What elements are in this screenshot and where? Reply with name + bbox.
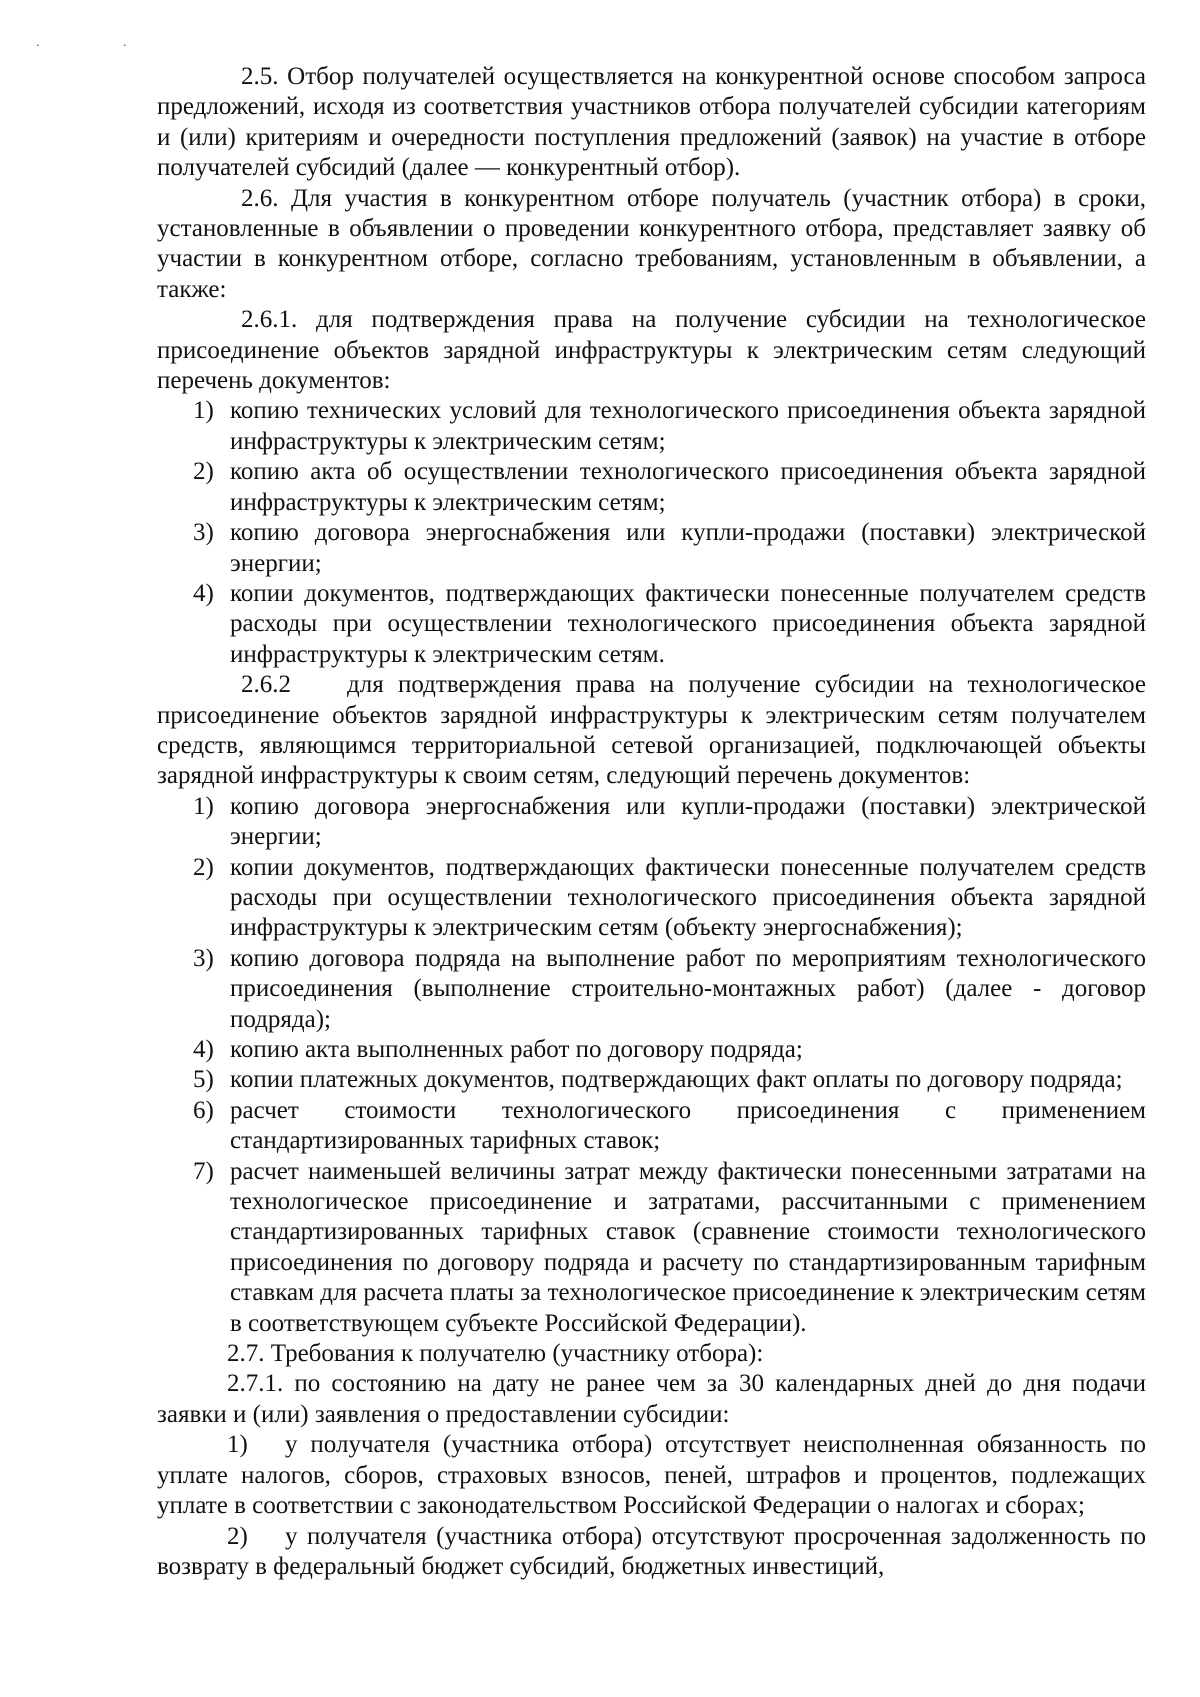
paragraph-text: у получателя (участника отбора) отсутствуют просроченная задолженность по возврату в федеральный бюджет субсидий, бюджетных инвестиций, — [157, 1522, 1146, 1580]
list-item-number: 5) — [193, 1066, 214, 1094]
list-2-6-1 — [157, 396, 1146, 670]
list-item-text: копию акта выполненных работ по договору подряда; — [230, 1036, 803, 1063]
list-item-text: копию акта об осуществлении технологического присоединения объекта зарядной инфраструктуры к электрическим сетям; — [230, 458, 1146, 516]
list-item-number: 1) — [193, 397, 214, 425]
list-item-text: копию технических условий для технологического присоединения объекта зарядной инфраструктуры к электрическим сетям; — [230, 397, 1146, 455]
list-item — [153, 396, 1146, 457]
paragraph-number: 2) — [227, 1522, 248, 1550]
list-item-text: расчет стоимости технологического присоединения с применением стандартизированных тарифных ставок; — [230, 1096, 1146, 1155]
list-2-6-2 — [157, 792, 1146, 1339]
paragraph-2-7: 2.7. Требования к получателю (участнику отбора): — [227, 1340, 764, 1368]
list-item — [153, 518, 1146, 579]
paragraph-text: у получателя (участника отбора) отсутствует неисполненная обязанность по уплате налогов, сборов, страховых взносов, пеней, штрафов и процентов, подлежащих уплате в соответствии с законодательством Российской Федерации о налогах и сборах; — [157, 1431, 1146, 1520]
list-item-number: 1) — [193, 792, 214, 820]
list-item — [153, 1096, 1146, 1157]
paragraph-2-7-1: 2.7.1. по состоянию на дату не ранее чем за 30 календарных дней до дня подачи заявки и (или) заявления о предоставлении субсидии: — [157, 1370, 1146, 1428]
paragraph-2-5: 2.5. Отбор получателей осуществляется на конкурентной основе способом запроса предложений, исходя из соответствия участников отбора получателей субсидии категориям и (или) критериям и очередности поступления предложений (заявок) на участие в отборе получателей субсидий (далее — конкурентный отбор). — [157, 63, 1146, 182]
paragraph-number: 2.6.2 — [241, 671, 291, 699]
list-item — [153, 457, 1146, 518]
paragraph-2-6-1: 2.6.1. для подтверждения права на получение субсидии на технологическое присоединение объектов зарядной инфраструктуры к электрическим сетям следующий перечень документов: — [157, 306, 1146, 395]
list-item — [153, 792, 1146, 853]
paragraph-2-7-1-2 — [157, 1522, 1146, 1583]
list-item-text: копию договора энергоснабжения или купли-продажи (поставки) электрической энергии; — [230, 519, 1146, 577]
scan-marks: . . — [36, 35, 167, 50]
list-item-number: 4) — [193, 579, 214, 607]
list-item — [153, 1065, 1146, 1095]
list-item-text: копии платежных документов, подтверждающих факт оплаты по договору подряда; — [230, 1066, 1123, 1094]
list-item-number: 6) — [193, 1096, 214, 1124]
list-item-number: 3) — [193, 519, 214, 547]
list-item-text: копии документов, подтверждающих фактически понесенные получателем средств расходы при осуществлении технологического присоединения объекта зарядной инфраструктуры к электрическим сетям (объекту энергоснабжения); — [230, 853, 1146, 942]
list-item — [153, 944, 1146, 1035]
list-item-text: копию договора энергоснабжения или купли-продажи (поставки) электрической энергии; — [230, 792, 1146, 851]
list-item — [153, 579, 1146, 670]
list-item-number: 3) — [193, 944, 214, 972]
list-item-text: копию договора подряда на выполнение работ по мероприятиям технологического присоединения (выполнение строительно-монтажных работ) (далее - договор подряда); — [230, 944, 1146, 1033]
document-body — [157, 62, 1146, 1582]
list-item — [153, 1157, 1146, 1339]
list-item — [153, 1035, 1146, 1065]
list-item-number: 7) — [193, 1157, 214, 1185]
list-item-text: копии документов, подтверждающих фактически понесенные получателем средств расходы при осуществлении технологического присоединения объекта зарядной инфраструктуры к электрическим сетям. — [230, 579, 1146, 668]
list-item-number: 2) — [193, 458, 214, 486]
list-item-number: 4) — [193, 1036, 214, 1063]
paragraph-2-6: 2.6. Для участия в конкурентном отборе получатель (участник отбора) в сроки, установленные в объявлении о проведении конкурентного отбора, представляет заявку об участии в конкурентном отборе, согласно требованиям, установленным в объявлении, а также: — [157, 184, 1146, 303]
list-item-number: 2) — [193, 853, 214, 881]
list-item-text: расчет наименьшей величины затрат между фактически понесенными затратами на технологическое присоединение и затратами, рассчитанными с применением стандартизированных тарифных ставок (сравнение стоимости технологического присоединения по договору подряда и расчету по стандартизированным тарифным ставкам для расчета платы за технологическое присоединение к электрическим сетям в соответствующем субъекте Российской Федерации). — [230, 1157, 1146, 1337]
paragraph-number: 1) — [227, 1431, 248, 1459]
paragraph-2-6-2 — [157, 670, 1146, 792]
list-item — [153, 853, 1146, 944]
paragraph-2-7-1-1 — [157, 1430, 1146, 1521]
paragraph-text: для подтверждения права на получение субсидии на технологическое присоединение объектов зарядной инфраструктуры к электрическим сетям получателем средств, являющимся территориальной сетевой организацией, подключающей объекты зарядной инфраструктуры к своим сетям, следующий перечень документов: — [157, 671, 1146, 790]
